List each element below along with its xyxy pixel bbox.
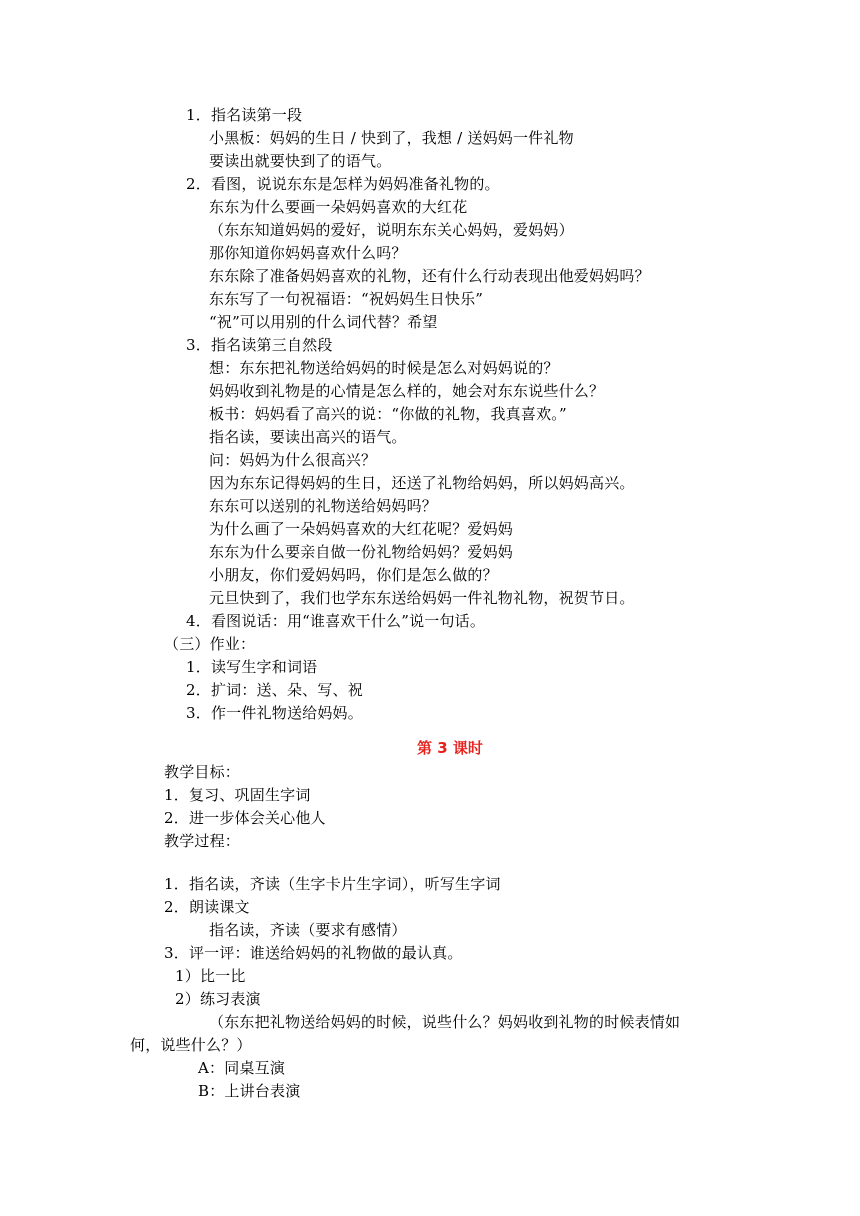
process-heading: 教学过程：: [164, 832, 241, 850]
homework-item: 3．作一件礼物送给妈妈。: [186, 704, 363, 722]
text-line: 东东写了一句祝福语：“祝妈妈生日快乐”: [209, 290, 484, 308]
text-line: 元旦快到了，我们也学东东送给妈妈一件礼物礼物，祝贺节日。: [209, 589, 635, 607]
text-line: （东东把礼物送给妈妈的时候，说些什么？妈妈收到礼物的时候表情如: [209, 1013, 681, 1031]
sub-step: 2）练习表演: [175, 990, 261, 1008]
question-line: 那你知道你妈妈喜欢什么吗？: [209, 244, 407, 262]
question-line: 东东可以送别的礼物送给妈妈吗？: [209, 497, 438, 515]
answer-line: 因为东东记得妈妈的生日，还送了礼物给妈妈，所以妈妈高兴。: [209, 474, 635, 492]
homework-item: 1．读写生字和词语: [186, 658, 318, 676]
process-step: 2．朗读课文: [164, 898, 250, 916]
question-line: 东东为什么要画一朵妈妈喜欢的大红花: [209, 198, 468, 216]
homework-heading: （三）作业：: [164, 635, 256, 653]
objective-item: 1．复习、巩固生字词: [164, 786, 311, 804]
sub-option: B：上讲台表演: [198, 1082, 301, 1100]
text-line: 妈妈收到礼物是的心情是怎么样的，她会对东东说些什么？: [209, 382, 605, 400]
text-line: “祝”可以用别的什么词代替？希望: [209, 313, 438, 331]
answer-line: （东东知道妈妈的爱好，说明东东关心妈妈，爱妈妈）: [209, 221, 574, 239]
sub-option: A：同桌互演: [198, 1059, 286, 1077]
text-line: 想：东东把礼物送给妈妈的时候是怎么对妈妈说的？: [209, 359, 559, 377]
question-line: 问：妈妈为什么很高兴？: [209, 451, 377, 469]
text-line: 指名读，要读出高兴的语气。: [209, 428, 407, 446]
step-2-title: 2．看图，说说东东是怎样为妈妈准备礼物的。: [186, 175, 500, 193]
process-step: 3．评一评：谁送给妈妈的礼物做的最认真。: [164, 944, 463, 962]
question-line: 东东除了准备妈妈喜欢的礼物，还有什么行动表现出他爱妈妈吗？: [209, 267, 650, 285]
homework-item: 2．扩词：送、朵、写、祝: [186, 681, 363, 699]
step-4-title: 4．看图说话：用“谁喜欢干什么”说一句话。: [186, 612, 486, 630]
question-line: 为什么画了一朵妈妈喜欢的大红花呢？爱妈妈: [209, 520, 514, 538]
question-line: 东东为什么要亲自做一份礼物给妈妈？爱妈妈: [209, 543, 514, 561]
step-1-title: 1．指名读第一段: [186, 106, 303, 124]
lesson-3-heading: 第 3 课时: [417, 739, 483, 757]
objective-item: 2．进一步体会关心他人: [164, 809, 326, 827]
question-line: 小朋友，你们爱妈妈吗，你们是怎么做的？: [209, 566, 498, 584]
text-line: 指名读，齐读（要求有感情）: [209, 921, 407, 939]
blackboard-text: 板书：妈妈看了高兴的说：“你做的礼物，我真喜欢。”: [209, 405, 567, 423]
sub-step: 1）比一比: [175, 967, 246, 985]
step-3-title: 3．指名读第三自然段: [186, 336, 333, 354]
blackboard-text: 小黑板：妈妈的生日 / 快到了，我想 / 送妈妈一件礼物: [209, 129, 574, 147]
process-step: 1．指名读，齐读（生字卡片生字词），听写生字词: [164, 875, 501, 893]
text-line: 何，说些什么？）: [130, 1036, 252, 1054]
objectives-heading: 教学目标：: [164, 763, 241, 781]
reading-note: 要读出就要快到了的语气。: [209, 152, 392, 170]
